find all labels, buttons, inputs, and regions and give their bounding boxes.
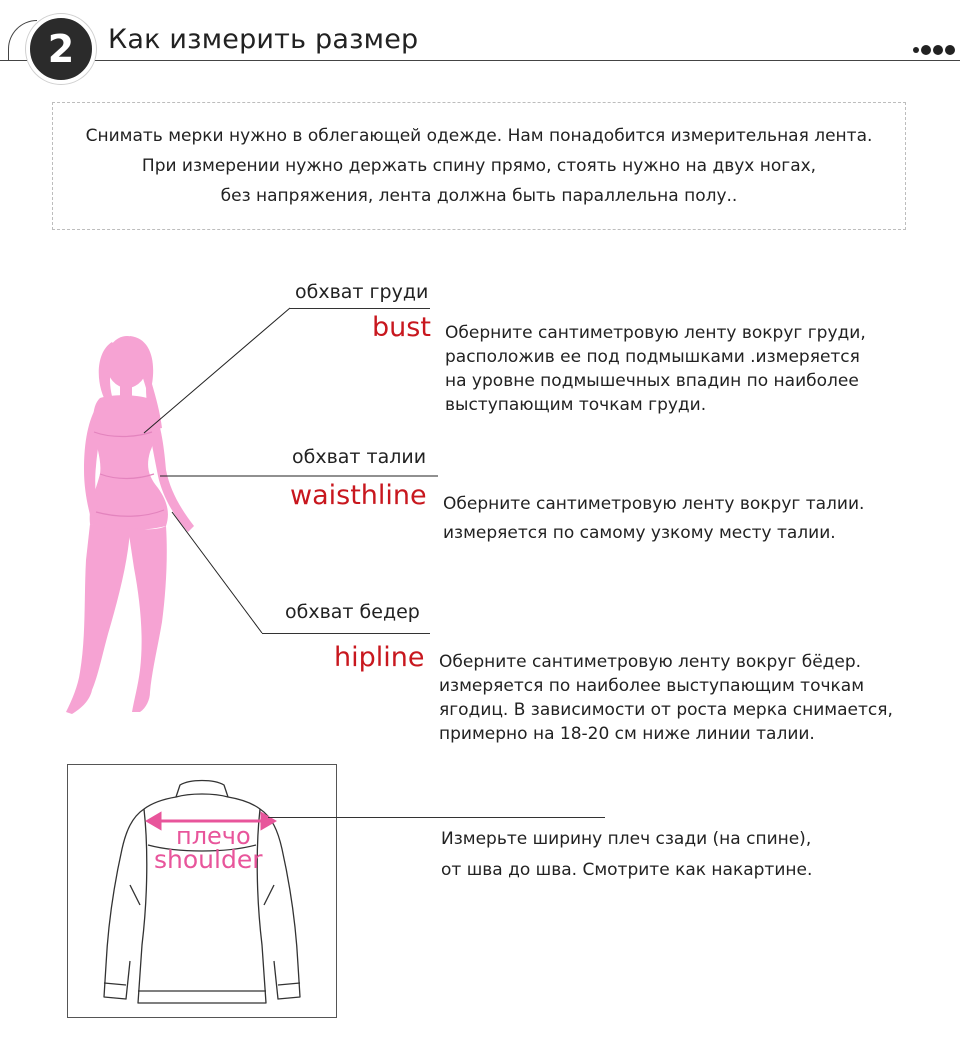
intro-box (52, 102, 906, 230)
jacket-back-icon (68, 765, 336, 1017)
shoulder-en-label: shoulder (154, 845, 263, 874)
page-title: Как измерить размер (108, 24, 419, 55)
header-divider (0, 60, 960, 61)
shoulder-description: Измерьте ширину плеч сзади (на спине), от шва до шва. Смотрите как накартине. (441, 829, 813, 880)
hip-description: Оберните сантиметровую ленту вокруг бёдер. измеряется по наиболее выступающим точкам ягодиц. В зависимости от роста мерка снимается, примерно на 18-20 см ниже линии талии. (439, 652, 893, 744)
intro-line: без напряжения, лента должна быть параллельна полу.. (220, 186, 738, 206)
shoulder-leader-line (268, 817, 605, 818)
intro-line: Снимать мерки нужно в облегающей одежде. Нам понадобится измерительная лента. (85, 126, 873, 146)
intro-line: При измерении нужно держать спину прямо, стоять нужно на двух ногах, (141, 156, 817, 176)
waist-en-label: waisthline (290, 480, 427, 511)
bust-en-label: bust (372, 312, 431, 343)
step-number-badge: 2 (26, 14, 96, 84)
bust-ru-label: обхват груди (295, 281, 429, 303)
hip-en-label: hipline (334, 642, 425, 673)
jacket-illustration-frame (67, 764, 337, 1018)
bust-description: Оберните сантиметровую ленту вокруг груди, расположив ее под подмышками .измеряется на уровне подмышечных впадин по наиболее выступающим точкам груди. (445, 323, 866, 415)
hip-underline (262, 633, 430, 634)
bust-underline (290, 308, 430, 309)
waist-ru-label: обхват талии (292, 446, 427, 468)
dots-decoration-icon (913, 44, 955, 56)
waist-description: Оберните сантиметровую ленту вокруг талии. измеряется по самому узкому месту талии. (443, 494, 865, 543)
shoulder-ru-label: плечо (176, 822, 251, 850)
hip-ru-label: обхват бедер (285, 601, 420, 623)
